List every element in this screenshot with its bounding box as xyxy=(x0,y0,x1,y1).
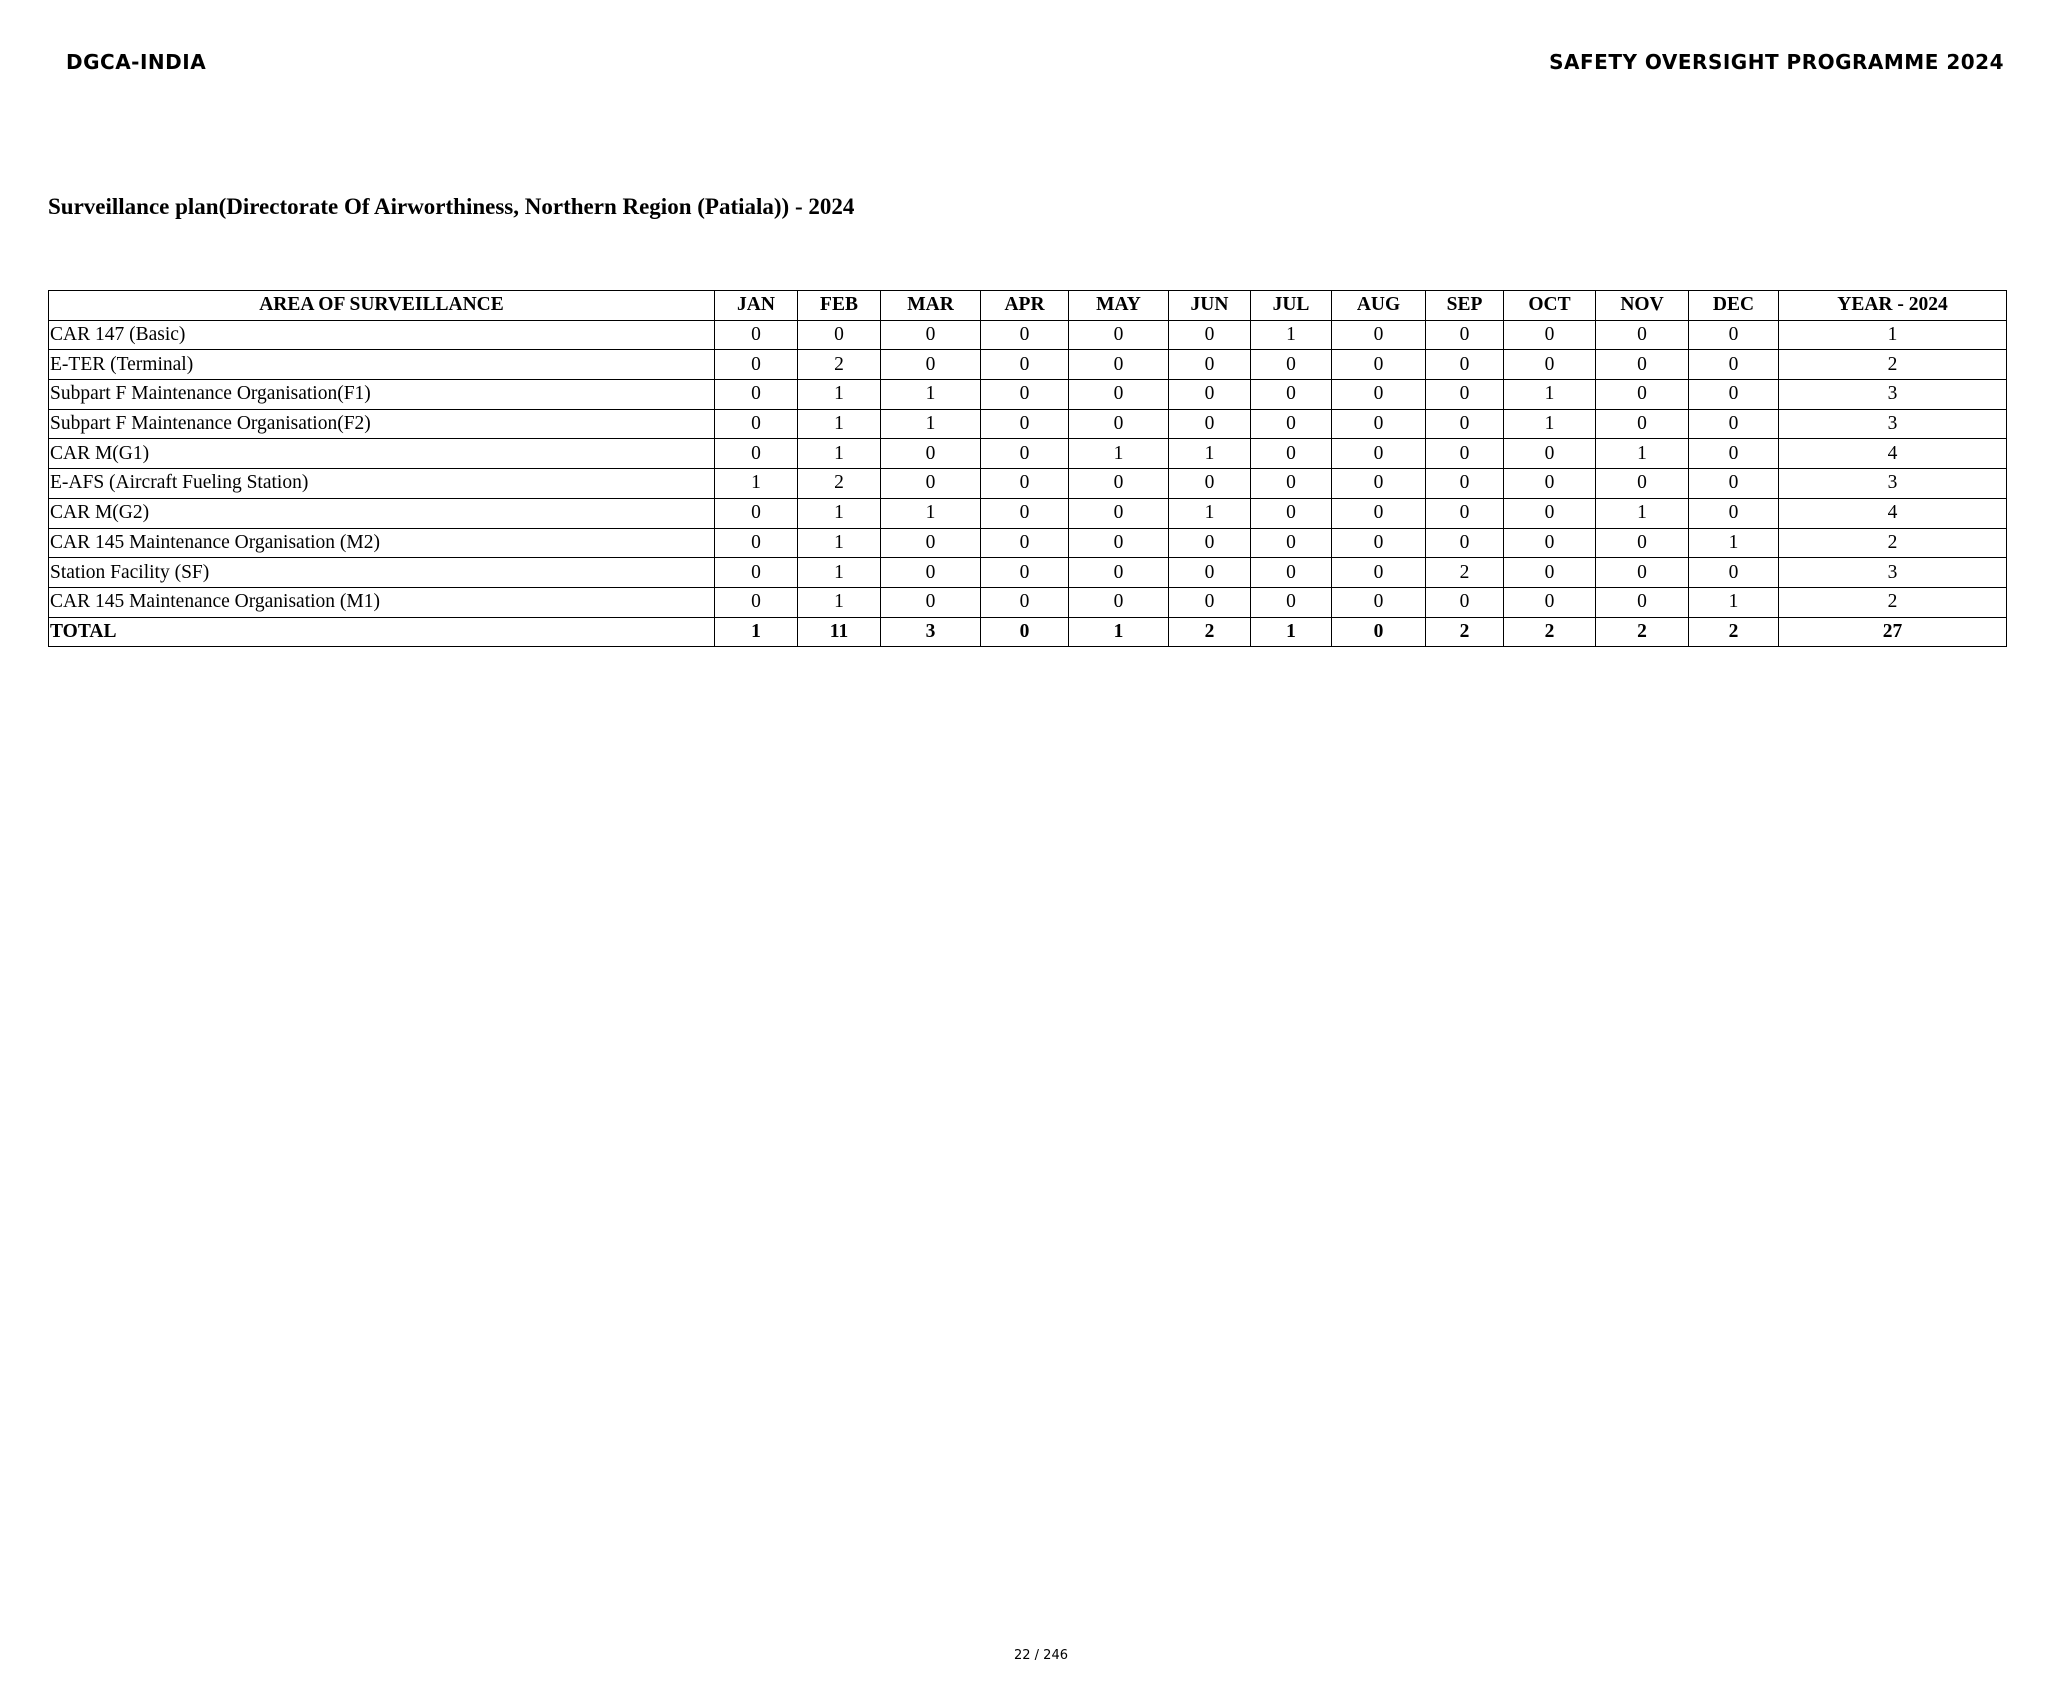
table-cell: 0 xyxy=(1426,409,1504,439)
table-cell: 0 xyxy=(1689,350,1779,380)
table-cell: 1 xyxy=(1251,320,1332,350)
row-label: CAR 145 Maintenance Organisation (M1) xyxy=(49,587,715,617)
column-header: SEP xyxy=(1426,291,1504,321)
total-cell: 0 xyxy=(1332,617,1426,647)
table-cell: 0 xyxy=(1069,320,1169,350)
table-cell: 2 xyxy=(798,350,881,380)
column-header: NOV xyxy=(1596,291,1689,321)
table-cell: 1 xyxy=(798,587,881,617)
table-cell: 0 xyxy=(1596,409,1689,439)
total-label: TOTAL xyxy=(49,617,715,647)
table-cell: 3 xyxy=(1779,380,2007,410)
row-label: CAR 145 Maintenance Organisation (M2) xyxy=(49,528,715,558)
table-cell: 0 xyxy=(981,587,1069,617)
table-cell: 0 xyxy=(1332,439,1426,469)
total-cell: 1 xyxy=(1069,617,1169,647)
table-header-row xyxy=(49,291,2007,321)
table-cell: 0 xyxy=(715,380,798,410)
table-cell: 0 xyxy=(1332,380,1426,410)
table-row xyxy=(49,528,2007,558)
table-cell: 1 xyxy=(798,528,881,558)
table-cell: 0 xyxy=(1169,320,1251,350)
table-cell: 0 xyxy=(981,409,1069,439)
table-cell: 1 xyxy=(1169,439,1251,469)
page-title: Surveillance plan(Directorate Of Airworthiness, Northern Region (Patiala)) - 2024 xyxy=(48,194,855,219)
table-cell: 0 xyxy=(1251,587,1332,617)
total-cell: 3 xyxy=(881,617,981,647)
table-cell: 0 xyxy=(1596,320,1689,350)
column-header: APR xyxy=(981,291,1069,321)
table-cell: 0 xyxy=(1689,469,1779,499)
table-cell: 0 xyxy=(1426,320,1504,350)
table-cell: 1 xyxy=(715,469,798,499)
row-label: E-TER (Terminal) xyxy=(49,350,715,380)
table-cell: 2 xyxy=(1426,558,1504,588)
table-cell: 0 xyxy=(1689,439,1779,469)
total-cell: 2 xyxy=(1169,617,1251,647)
table-cell: 0 xyxy=(1596,587,1689,617)
total-cell: 2 xyxy=(1689,617,1779,647)
table-row xyxy=(49,558,2007,588)
table-cell: 0 xyxy=(1596,469,1689,499)
table-cell: 1 xyxy=(881,409,981,439)
table-cell: 0 xyxy=(881,587,981,617)
page-number: 22 / 246 xyxy=(1014,1648,1068,1663)
table-cell: 0 xyxy=(715,587,798,617)
table-cell: 0 xyxy=(1504,587,1596,617)
column-header: JUL xyxy=(1251,291,1332,321)
table-cell: 0 xyxy=(881,350,981,380)
table-cell: 0 xyxy=(1596,380,1689,410)
table-cell: 1 xyxy=(1779,320,2007,350)
table-cell: 2 xyxy=(1779,587,2007,617)
table-cell: 0 xyxy=(1251,380,1332,410)
table-cell: 0 xyxy=(981,498,1069,528)
table-row xyxy=(49,380,2007,410)
table-row xyxy=(49,409,2007,439)
table-cell: 4 xyxy=(1779,439,2007,469)
row-label: E-AFS (Aircraft Fueling Station) xyxy=(49,469,715,499)
table-cell: 0 xyxy=(1596,350,1689,380)
table-cell: 1 xyxy=(1504,380,1596,410)
table-cell: 0 xyxy=(1251,528,1332,558)
table-cell: 0 xyxy=(881,528,981,558)
table-cell: 0 xyxy=(798,320,881,350)
table-cell: 0 xyxy=(981,439,1069,469)
table-cell: 0 xyxy=(1069,498,1169,528)
table-cell: 1 xyxy=(1689,587,1779,617)
table-cell: 0 xyxy=(881,320,981,350)
table-cell: 0 xyxy=(1426,587,1504,617)
table-cell: 0 xyxy=(1169,469,1251,499)
table-cell: 0 xyxy=(1332,320,1426,350)
column-header: FEB xyxy=(798,291,881,321)
table-row xyxy=(49,498,2007,528)
table-cell: 0 xyxy=(981,350,1069,380)
table-cell: 0 xyxy=(981,558,1069,588)
table-cell: 0 xyxy=(881,558,981,588)
table-cell: 0 xyxy=(1596,528,1689,558)
table-cell: 0 xyxy=(1504,558,1596,588)
table-cell: 0 xyxy=(1689,380,1779,410)
column-header: DEC xyxy=(1689,291,1779,321)
total-cell: 2 xyxy=(1504,617,1596,647)
table-cell: 0 xyxy=(1169,409,1251,439)
table-cell: 1 xyxy=(798,439,881,469)
table-cell: 0 xyxy=(981,320,1069,350)
programme-header: SAFETY OVERSIGHT PROGRAMME 2024 xyxy=(1549,50,2004,74)
column-header-area: AREA OF SURVEILLANCE xyxy=(49,291,715,321)
table-cell: 0 xyxy=(1689,409,1779,439)
table-cell: 0 xyxy=(1251,409,1332,439)
column-header: MAY xyxy=(1069,291,1169,321)
total-cell: 11 xyxy=(798,617,881,647)
row-label: CAR 147 (Basic) xyxy=(49,320,715,350)
table-cell: 0 xyxy=(1426,350,1504,380)
table-cell: 0 xyxy=(1332,498,1426,528)
table-cell: 0 xyxy=(981,528,1069,558)
table-row xyxy=(49,469,2007,499)
table-cell: 0 xyxy=(1251,439,1332,469)
table-cell: 0 xyxy=(1069,528,1169,558)
total-cell: 1 xyxy=(715,617,798,647)
table-cell: 0 xyxy=(1069,380,1169,410)
table-cell: 0 xyxy=(1332,350,1426,380)
table-cell: 0 xyxy=(1689,320,1779,350)
table-cell: 1 xyxy=(1596,439,1689,469)
table-cell: 0 xyxy=(715,320,798,350)
total-cell: 2 xyxy=(1426,617,1504,647)
total-cell: 27 xyxy=(1779,617,2007,647)
org-header: DGCA-INDIA xyxy=(66,50,207,74)
table-cell: 2 xyxy=(1779,350,2007,380)
table-cell: 1 xyxy=(1689,528,1779,558)
total-cell: 2 xyxy=(1596,617,1689,647)
table-row xyxy=(49,320,2007,350)
table-cell: 3 xyxy=(1779,469,2007,499)
row-label: CAR M(G2) xyxy=(49,498,715,528)
table-cell: 0 xyxy=(1069,350,1169,380)
table-cell: 0 xyxy=(1426,528,1504,558)
table-cell: 0 xyxy=(1169,587,1251,617)
table-cell: 1 xyxy=(1169,498,1251,528)
table-cell: 0 xyxy=(1504,439,1596,469)
table-cell: 0 xyxy=(881,469,981,499)
column-header: JUN xyxy=(1169,291,1251,321)
table-cell: 0 xyxy=(981,469,1069,499)
table-cell: 0 xyxy=(1332,587,1426,617)
table-cell: 0 xyxy=(1426,439,1504,469)
table-cell: 0 xyxy=(1426,498,1504,528)
table-cell: 1 xyxy=(881,380,981,410)
table-cell: 2 xyxy=(798,469,881,499)
table-cell: 0 xyxy=(715,409,798,439)
table-cell: 1 xyxy=(1596,498,1689,528)
table-cell: 0 xyxy=(715,439,798,469)
table-cell: 0 xyxy=(715,558,798,588)
table-cell: 1 xyxy=(798,380,881,410)
table-cell: 0 xyxy=(715,498,798,528)
table-cell: 3 xyxy=(1779,558,2007,588)
surveillance-table xyxy=(48,290,2007,647)
table-cell: 0 xyxy=(1251,469,1332,499)
table-cell: 0 xyxy=(1251,350,1332,380)
table-cell: 2 xyxy=(1779,528,2007,558)
table-cell: 0 xyxy=(1504,469,1596,499)
table-row xyxy=(49,439,2007,469)
table-cell: 3 xyxy=(1779,409,2007,439)
table-row xyxy=(49,350,2007,380)
total-cell: 0 xyxy=(981,617,1069,647)
table-cell: 1 xyxy=(1504,409,1596,439)
table-cell: 0 xyxy=(715,350,798,380)
column-header: OCT xyxy=(1504,291,1596,321)
table-cell: 0 xyxy=(1332,528,1426,558)
total-cell: 1 xyxy=(1251,617,1332,647)
table-cell: 0 xyxy=(1426,469,1504,499)
table-cell: 1 xyxy=(798,558,881,588)
table-cell: 0 xyxy=(1332,469,1426,499)
row-label: CAR M(G1) xyxy=(49,439,715,469)
table-cell: 4 xyxy=(1779,498,2007,528)
total-row xyxy=(49,617,2007,647)
table-cell: 0 xyxy=(1069,469,1169,499)
table-cell: 0 xyxy=(881,439,981,469)
table-cell: 1 xyxy=(798,409,881,439)
table-cell: 0 xyxy=(1426,380,1504,410)
table-cell: 0 xyxy=(1251,498,1332,528)
table-cell: 0 xyxy=(981,380,1069,410)
table-cell: 0 xyxy=(1069,409,1169,439)
table-cell: 0 xyxy=(1332,558,1426,588)
table-cell: 0 xyxy=(1596,558,1689,588)
table-cell: 0 xyxy=(1504,498,1596,528)
row-label: Subpart F Maintenance Organisation(F1) xyxy=(49,380,715,410)
table-cell: 1 xyxy=(1069,439,1169,469)
table-cell: 0 xyxy=(1169,558,1251,588)
column-header: AUG xyxy=(1332,291,1426,321)
table-cell: 0 xyxy=(1169,528,1251,558)
table-cell: 0 xyxy=(1689,558,1779,588)
table-cell: 0 xyxy=(1504,350,1596,380)
table-cell: 0 xyxy=(1332,409,1426,439)
row-label: Station Facility (SF) xyxy=(49,558,715,588)
table-cell: 0 xyxy=(1069,587,1169,617)
table-cell: 0 xyxy=(1504,528,1596,558)
table-cell: 1 xyxy=(881,498,981,528)
column-header: MAR xyxy=(881,291,981,321)
table-cell: 0 xyxy=(1169,380,1251,410)
table-cell: 0 xyxy=(1504,320,1596,350)
row-label: Subpart F Maintenance Organisation(F2) xyxy=(49,409,715,439)
table-cell: 0 xyxy=(1069,558,1169,588)
table-cell: 0 xyxy=(1169,350,1251,380)
table-cell: 1 xyxy=(798,498,881,528)
table-cell: 0 xyxy=(1251,558,1332,588)
column-header: JAN xyxy=(715,291,798,321)
table-cell: 0 xyxy=(1689,498,1779,528)
table-cell: 0 xyxy=(715,528,798,558)
column-header: YEAR - 2024 xyxy=(1779,291,2007,321)
table-row xyxy=(49,587,2007,617)
